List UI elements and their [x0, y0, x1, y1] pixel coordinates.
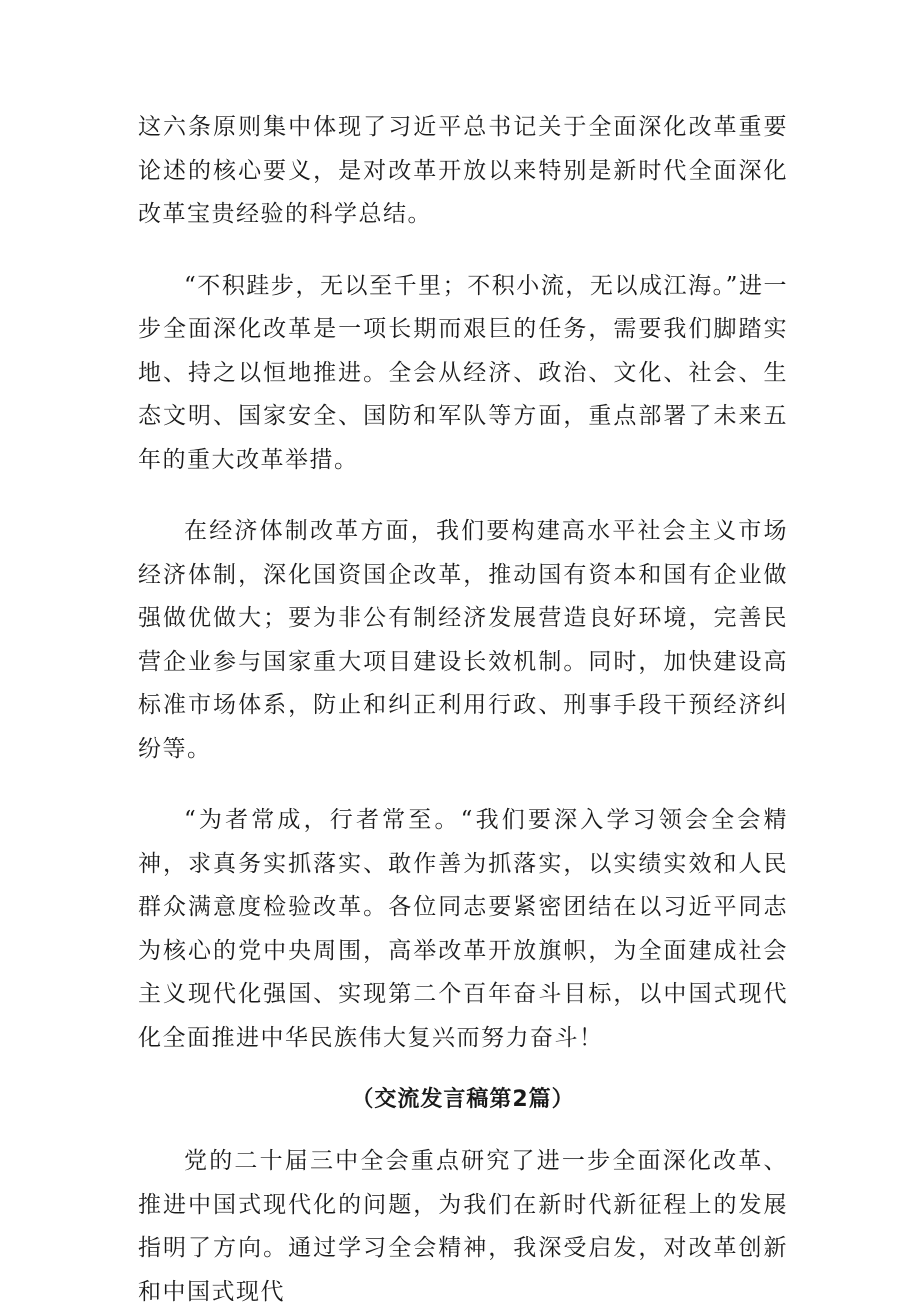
paragraph-spacer — [138, 771, 788, 799]
paragraph-1: 这六条原则集中体现了习近平总书记关于全面深化改革重要论述的核心要义，是对改革开放以来特别是新时代全面深化改革宝贵经验的科学总结。 — [138, 114, 788, 227]
paragraph-4: “为者常成，行者常至。“我们要深入学习领会全会精神，求真务实抓落实、敢作善为抓落实，以实绩实效和人民群众满意度检验改革。各位同志要紧密团结在以习近平同志为核心的党中央周围，高举改革开放旗帜，为全面建成社会主义现代化强国、实现第二个百年奋斗目标，以中国式现代化全面推进中华民族伟大复兴而努力奋斗！ — [138, 807, 788, 1051]
section-paragraph-1: 党的二十届三中全会重点研究了进一步全面深化改革、推进中国式现代化的问题，为我们在新时代新征程上的发展指明了方向。通过学习全会精神，我深受启发，对改革创新和中国式现代 — [138, 1148, 788, 1305]
paragraph-3: 在经济体制改革方面，我们要构建高水平社会主义市场经济体制，深化国资国企改革，推动国有资本和国有企业做强做优做大；要为非公有制经济发展营造良好环境，完善民营企业参与国家重大项目建设长效机制。同时，加快建设高标准市场体系，防止和纠正利用行政、刑事手段干预经济纠纷等。 — [138, 518, 788, 762]
document-body — [138, 106, 788, 1314]
paragraph-spacer — [138, 482, 788, 510]
paragraph-spacer — [138, 1060, 788, 1080]
paragraph-spacer — [138, 237, 788, 265]
paragraph-2: “不积跬步，无以至千里；不积小流，无以成江海。”进一步全面深化改革是一项长期而艰巨的任务，需要我们脚踏实地、持之以恒地推进。全会从经济、政治、文化、社会、生态文明、国家安全、国防和军队等方面，重点部署了未来五年的重大改革举措。 — [138, 272, 788, 473]
paragraph-spacer — [138, 1120, 788, 1140]
section-heading: （交流发言稿第2篇） — [351, 1087, 575, 1112]
